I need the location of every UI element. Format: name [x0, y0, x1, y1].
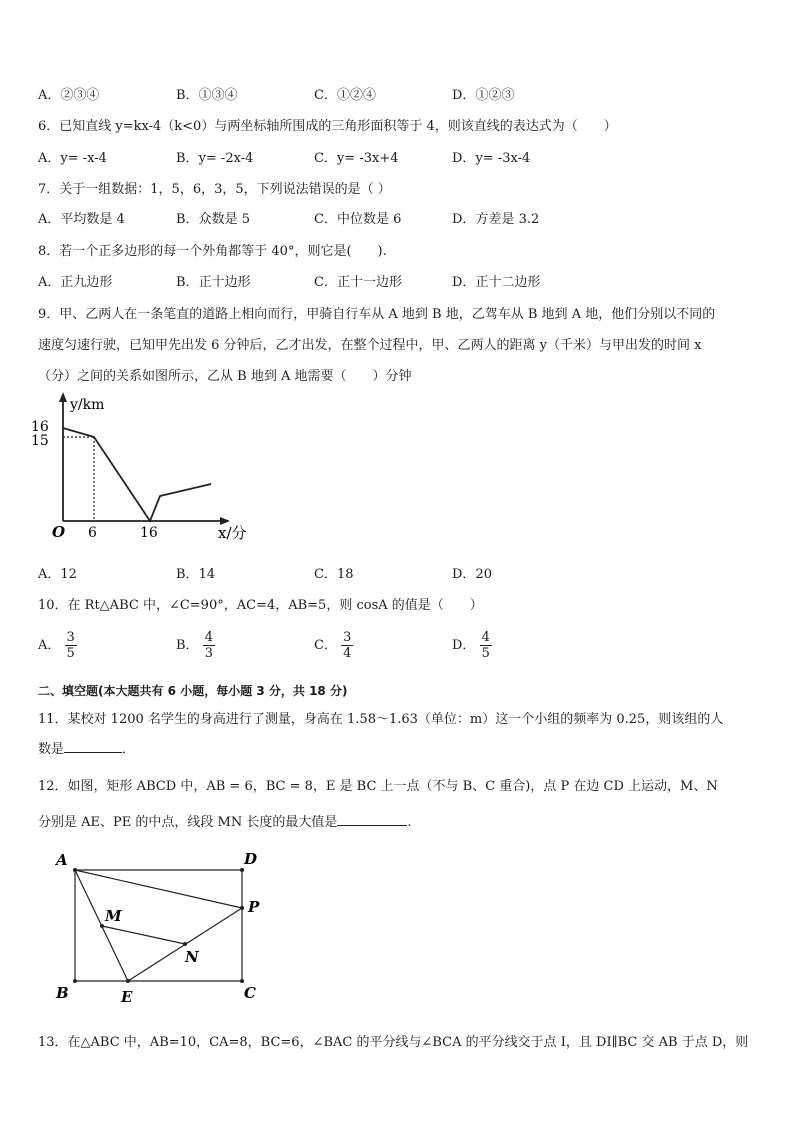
- q11-answer-blank[interactable]: [64, 740, 122, 753]
- q9-x-tick-6: 6: [88, 525, 97, 541]
- q12-rectangle-figure: [48, 846, 274, 1008]
- q12-stem-line-1: 12．如图，矩形 ABCD 中，AB = 6，BC = 8，E 是 BC 上一点（不与 B、C 重合)，点 P 在边 CD 上运动，M、N: [38, 779, 718, 794]
- q5-option-d[interactable]: D．①②③: [452, 88, 515, 103]
- q8-option-b[interactable]: B．正十边形: [176, 275, 251, 290]
- q5-option-c[interactable]: C．①②④: [314, 88, 376, 103]
- q9-option-a[interactable]: A．12: [38, 567, 77, 582]
- q10-option-b[interactable]: B． $\frac{4}{3}$: [176, 630, 213, 661]
- q9-distance-line: [63, 428, 211, 521]
- q11-stem-line-2: 数是 ．: [38, 742, 136, 757]
- q10-option-a-fraction: $\frac{3}{5}$: [66, 630, 75, 661]
- q13-stem-line-1: 13．在△ABC 中，AB=10，CA=8，BC=6，∠BAC 的平分线与∠BCA 的平分线交于点 I，且 DI∥BC 交 AB 于点 D，则: [38, 1035, 749, 1050]
- q9-y-tick-16: 16: [31, 419, 49, 435]
- q7-option-a[interactable]: A．平均数是 4: [38, 212, 125, 227]
- q8-option-c[interactable]: C．正十一边形: [314, 275, 402, 290]
- q12-segment-mn: [102, 926, 185, 944]
- q12-label-a: A: [56, 851, 68, 869]
- q12-label-e: E: [121, 988, 133, 1006]
- q9-x-tick-16: 16: [140, 525, 158, 541]
- q7-option-c[interactable]: C．中位数是 6: [314, 212, 402, 227]
- q8-stem: 8．若一个正多边形的每一个外角都等于 40°，则它是( ).: [38, 244, 387, 259]
- q8-option-d[interactable]: D．正十二边形: [452, 275, 541, 290]
- section-2-heading: 二、填空题(本大题共有 6 小题，每小题 3 分，共 18 分): [38, 684, 348, 698]
- q10-option-d-fraction: $\frac{4}{5}$: [481, 630, 490, 661]
- q5-option-a[interactable]: A．②③④: [38, 88, 100, 103]
- q12-point-b: [73, 979, 77, 983]
- q9-option-c[interactable]: C．18: [314, 567, 354, 582]
- q12-point-e: [126, 979, 130, 983]
- q10-option-d[interactable]: D． $\frac{4}{5}$: [452, 630, 490, 661]
- q12-label-n: N: [185, 948, 199, 966]
- q9-option-b[interactable]: B．14: [176, 567, 216, 582]
- q7-option-d[interactable]: D．方差是 3.2: [452, 212, 540, 227]
- q10-option-c[interactable]: C． $\frac{3}{4}$: [314, 630, 352, 661]
- q9-y-axis-label: y/km: [70, 397, 105, 413]
- q9-stem-line-1: 9．甲、乙两人在一条笔直的道路上相向而行，甲骑自行车从 A 地到 B 地，乙驾车从 B 地到 A 地，他们分别以不同的: [38, 307, 716, 322]
- q10-stem: 10．在 Rt△ABC 中，∠C=90°，AC=4，AB=5，则 cosA 的值是（ ）: [38, 598, 483, 613]
- q7-option-b[interactable]: B．众数是 5: [176, 212, 250, 227]
- q6-option-d[interactable]: D．y= -3x-4: [452, 151, 531, 166]
- q6-option-b[interactable]: B．y= -2x-4: [176, 151, 254, 166]
- q7-stem: 7．关于一组数据：1，5，6，3，5，下列说法错误的是（ ）: [38, 182, 391, 197]
- q10-option-c-fraction: $\frac{3}{4}$: [343, 630, 352, 661]
- q9-stem-line-2: 速度匀速行驶，已知甲先出发 6 分钟后，乙才出发，在整个过程中，甲、乙两人的距离 y（千米）与甲出发的时间 x: [38, 338, 702, 353]
- q6-stem: 6．已知直线 y=kx-4（k<0）与两坐标轴所围成的三角形面积等于 4，则该直线的表达式为（ ）: [38, 119, 617, 134]
- q10-option-b-fraction: $\frac{4}{3}$: [204, 630, 213, 661]
- q12-label-b: B: [56, 984, 69, 1002]
- q11-stem-line-1: 11．某校对 1200 名学生的身高进行了测量，身高在 1.58～1.63（单位：m）这一个小组的频率为 0.25，则该组的人: [38, 712, 724, 727]
- q5-option-b[interactable]: B．①③④: [176, 88, 238, 103]
- q12-answer-blank[interactable]: [337, 813, 407, 826]
- q12-label-d: D: [244, 850, 258, 868]
- q9-y-axis-arrow: [59, 392, 67, 402]
- q9-origin-label: O: [52, 523, 66, 541]
- q12-label-c: C: [244, 984, 256, 1002]
- q12-label-p: P: [248, 898, 260, 916]
- q12-segment-ap: [75, 870, 242, 908]
- q12-point-d: [240, 868, 244, 872]
- q6-option-a[interactable]: A．y= -x-4: [38, 151, 107, 166]
- q9-x-axis-label: x/分: [218, 524, 247, 542]
- q6-option-c[interactable]: C．y= -3x+4: [314, 151, 399, 166]
- q9-y-tick-15: 15: [31, 433, 49, 449]
- q9-distance-time-graph: [26, 390, 262, 550]
- q9-stem-line-3: （分）之间的关系如图所示，乙从 B 地到 A 地需要（ ）分钟: [38, 369, 412, 384]
- q9-option-d[interactable]: D．20: [452, 567, 492, 582]
- q12-stem-line-2: 分别是 AE、PE 的中点，线段 MN 长度的最大值是 .: [38, 815, 412, 830]
- q10-option-a[interactable]: A． $\frac{3}{5}$: [38, 630, 75, 661]
- q12-point-a: [73, 868, 77, 872]
- q8-option-a[interactable]: A．正九边形: [38, 275, 113, 290]
- q12-point-p: [240, 906, 244, 910]
- q12-point-n: [183, 942, 187, 946]
- q12-label-m: M: [105, 907, 122, 925]
- q12-point-c: [240, 979, 244, 983]
- q12-point-m: [100, 924, 104, 928]
